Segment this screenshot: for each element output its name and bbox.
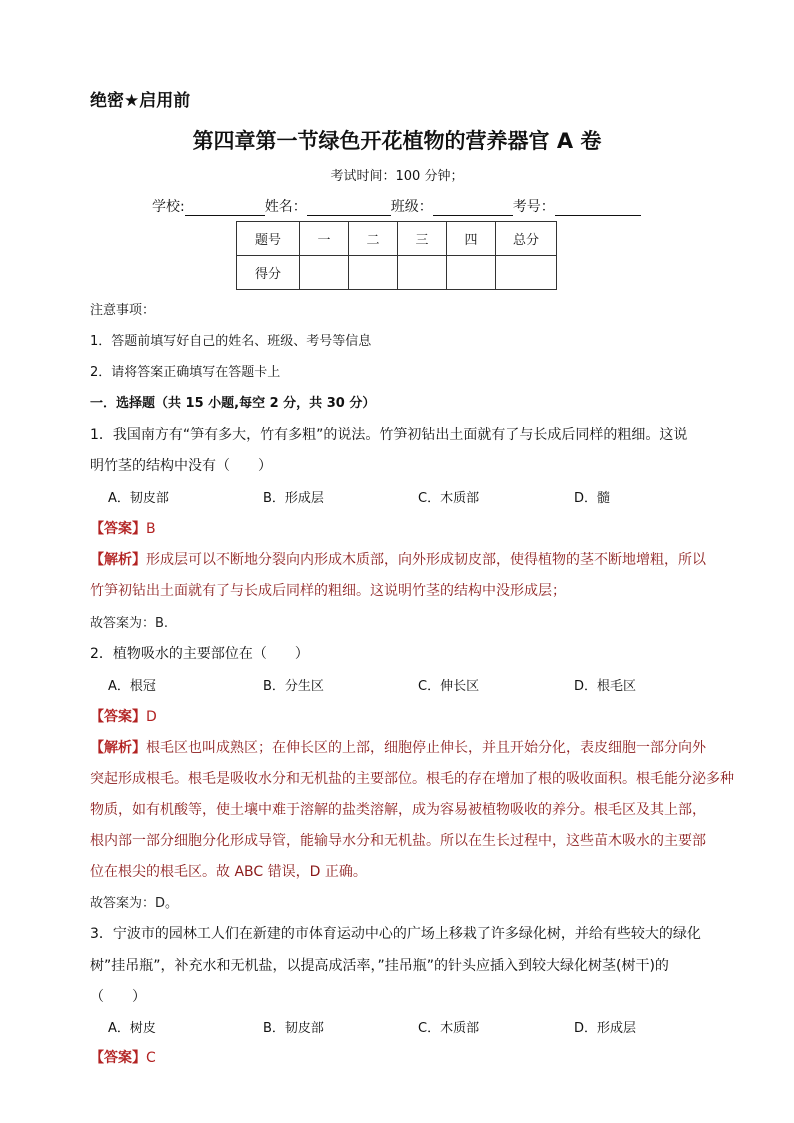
name-label: 姓名：	[264, 199, 307, 215]
question-stem: （ ）	[90, 989, 146, 1005]
final-answer: 故答案为：D。	[90, 896, 179, 911]
option-d: D．形成层	[574, 1021, 637, 1036]
answer-value: B	[146, 521, 156, 537]
answer-label: 【答案】	[90, 1050, 146, 1066]
option-d: D．髓	[574, 491, 611, 506]
answer-label: 【答案】	[90, 709, 146, 725]
explanation-line	[90, 737, 706, 757]
option-d: D．根毛区	[574, 679, 637, 694]
explanation-text: 物质，如有机酸等，使土壤中难于溶解的盐类溶解，成为容易被植物吸收的养分。根毛区及其上部，	[90, 802, 706, 818]
option-b: B．分生区	[263, 679, 324, 694]
secret-mark: 绝密★启用前	[90, 91, 191, 111]
score-cell[interactable]	[349, 256, 398, 290]
question-stem: 树”挂吊瓶”，补充水和无机盐，以提高成活率，”挂吊瓶”的针头应插入到较大绿化树茎(树干)的	[90, 958, 669, 974]
school-blank[interactable]	[185, 199, 265, 216]
explanation-label: 【解析】	[90, 552, 146, 568]
option-c: C．伸长区	[418, 679, 480, 694]
score-cell[interactable]	[496, 256, 557, 290]
answer-line	[90, 706, 157, 726]
name-blank[interactable]	[307, 199, 391, 216]
score-cell[interactable]	[398, 256, 447, 290]
score-cell[interactable]	[447, 256, 496, 290]
explanation-label: 【解析】	[90, 740, 146, 756]
class-label: 班级：	[390, 199, 433, 215]
table-cell: 得分	[237, 256, 300, 290]
note-item: 1．答题前填写好自己的姓名、班级、考号等信息	[90, 334, 372, 349]
explanation-text: 根内部一部分细胞分化形成导管，能输导水分和无机盐。所以在生长过程中，这些苗木吸水的主要部	[90, 833, 706, 849]
final-answer: 故答案为：B.	[90, 616, 169, 631]
question-stem: 1．我国南方有“笋有多大，竹有多粗”的说法。竹笋初钻出土面就有了与长成后同样的粗细。这说	[90, 427, 688, 443]
table-cell: 题号	[237, 222, 300, 256]
question-stem: 2．植物吸水的主要部位在（ ）	[90, 646, 309, 662]
number-blank[interactable]	[555, 199, 641, 216]
table-cell: 二	[349, 222, 398, 256]
answer-line	[90, 1047, 156, 1067]
answer-label: 【答案】	[90, 521, 146, 537]
option-c: C．木质部	[418, 491, 480, 506]
note-item: 2．请将答案正确填写在答题卡上	[90, 365, 281, 380]
section-heading: 一．选择题（共 15 小题,每空 2 分，共 30 分）	[90, 396, 376, 411]
explanation-text: 根毛区也叫成熟区；在伸长区的上部，细胞停止伸长，并且开始分化，表皮细胞一部分向外	[146, 740, 706, 756]
explanation-text: 位在根尖的根毛区。故 ABC 错误，D 正确。	[90, 864, 367, 880]
student-info-row	[152, 196, 641, 216]
school-label: 学校:	[152, 199, 185, 215]
option-c: C．木质部	[418, 1021, 480, 1036]
option-a: A．树皮	[108, 1021, 156, 1036]
table-cell: 总分	[496, 222, 557, 256]
table-cell: 三	[398, 222, 447, 256]
explanation-text: 竹笋初钻出土面就有了与长成后同样的粗细。这说明竹茎的结构中没形成层；	[90, 583, 566, 599]
question-stem: 明竹茎的结构中没有（ ）	[90, 458, 272, 474]
option-b: B．形成层	[263, 491, 324, 506]
score-table-score-row	[237, 256, 557, 290]
answer-value: C	[146, 1050, 156, 1066]
number-label: 考号：	[512, 199, 555, 215]
table-cell: 一	[300, 222, 349, 256]
class-blank[interactable]	[433, 199, 513, 216]
score-table	[236, 221, 557, 290]
option-a: A．韧皮部	[108, 491, 169, 506]
answer-line	[90, 518, 156, 538]
notes-heading: 注意事项：	[90, 303, 156, 318]
option-a: A．根冠	[108, 679, 156, 694]
exam-time: 考试时间：100 分钟；	[330, 169, 464, 184]
explanation-text: 形成层可以不断地分裂向内形成木质部，向外形成韧皮部，使得植物的茎不断地增粗，所以	[146, 552, 706, 568]
page-title: 第四章第一节绿色开花植物的营养器官 A 卷	[192, 129, 602, 153]
answer-value: D	[146, 709, 157, 725]
table-cell: 四	[447, 222, 496, 256]
score-cell[interactable]	[300, 256, 349, 290]
question-stem: 3．宁波市的园林工人们在新建的市体育运动中心的广场上移栽了许多绿化树，并给有些较大的绿化	[90, 926, 701, 942]
explanation-line	[90, 549, 706, 569]
option-b: B．韧皮部	[263, 1021, 324, 1036]
explanation-text: 突起形成根毛。根毛是吸收水分和无机盐的主要部位。根毛的存在增加了根的吸收面积。根毛能分泌多种	[90, 771, 734, 787]
score-table-header-row	[237, 222, 557, 256]
